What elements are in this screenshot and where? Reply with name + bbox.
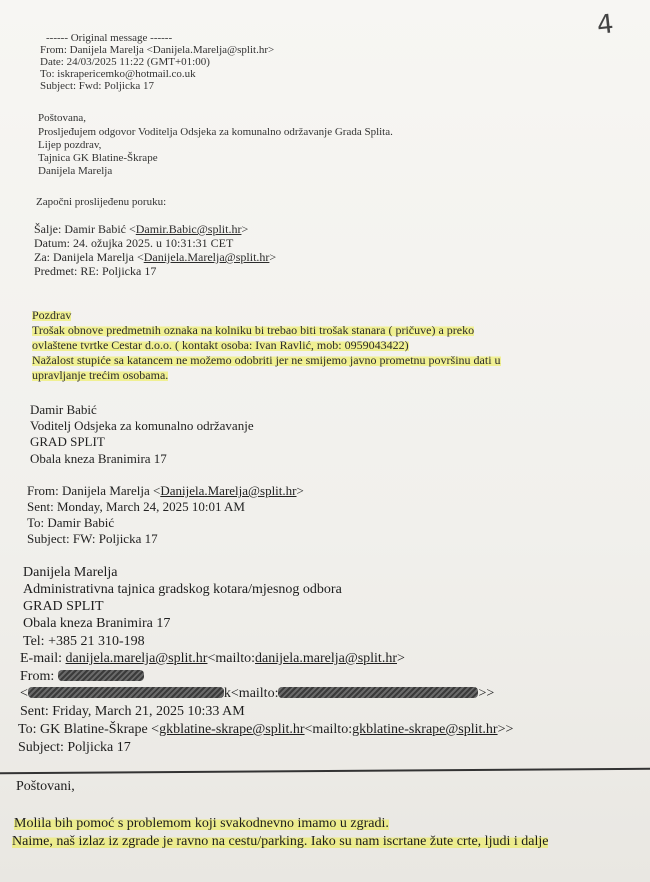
forward-note-line: Danijela Marelja (38, 165, 113, 177)
signature-line: Damir Babić (30, 402, 97, 417)
signature-name: Danijela Marelja (23, 565, 118, 580)
reply-body-line: upravljanje trećim osobama. (32, 368, 169, 382)
forwarded-subject-line: Predmet: RE: Poljicka 17 (34, 264, 157, 278)
signature-title: Administrativna tajnica gradskog kotara/mjesnog odbora (23, 582, 342, 597)
orig-sent-line: Sent: Friday, March 21, 2025 10:33 AM (20, 704, 245, 719)
orig-from-line: From: (20, 669, 144, 685)
separator-line (0, 768, 650, 775)
signature-tel: Tel: +385 21 310-198 (23, 634, 145, 649)
forwarded-to-line: Za: Danijela Marelja <Danijela.Marelja@split.hr> (34, 250, 277, 264)
signature-org: GRAD SPLIT (23, 599, 104, 614)
email-link[interactable]: Damir.Babic@split.hr (135, 222, 242, 236)
email-link[interactable]: danijela.marelja@split.hr (65, 651, 208, 666)
forward-note-line: Prosljeđujem odgovor Voditelja Odsjeka za komunalno održavanje Grada Splita. (38, 126, 393, 138)
reply-body-line: ovlaštene tvrtke Cestar d.o.o. ( kontakt osoba: Ivan Ravlić, mob: 0959043422) (32, 338, 409, 352)
orig-to-line: To: GK Blatine-Škrape <gkblatine-skrape@split.hr<mailto:gkblatine-skrape@split.hr>> (18, 722, 514, 737)
forwarded-from-line: Šalje: Damir Babić <Damir.Babic@split.hr> (34, 222, 249, 236)
mailto-link[interactable]: danijela.marelja@split.hr (255, 651, 397, 666)
original-date-line: Date: 24/03/2025 11:22 (GMT+01:00) (40, 56, 210, 68)
fw-to-line: To: Damir Babić (27, 515, 115, 530)
forwarded-date-line: Datum: 24. ožujka 2025. u 10:31:31 CET (34, 236, 234, 250)
original-body-greeting: Poštovani, (16, 779, 75, 794)
signature-email-line: E-mail: danijela.marelja@split.hr<mailto:danijela.marelja@split.hr> (20, 651, 405, 666)
redaction-scribble (278, 687, 478, 698)
email-link[interactable]: gkblatine-skrape@split.hr (159, 722, 305, 737)
signature-address: Obala kneza Branimira 17 (23, 616, 171, 631)
signature-line: Voditelj Odsjeka za komunalno održavanje (30, 418, 254, 433)
original-to-line: To: iskrapericemko@hotmail.co.uk (40, 68, 196, 80)
reply-body-line: Nažalost stupiće sa katancem ne možemo odobriti jer ne smijemo javno prometnu površinu dati u (32, 353, 501, 367)
mailto-link[interactable]: gkblatine-skrape@split.hr (352, 722, 498, 737)
original-body-line: Molila bih pomoć s problemom koji svakodnevno imamo u zgradi. (14, 816, 389, 831)
email-link[interactable]: Danijela.Marelja@split.hr (143, 250, 270, 264)
forward-note-line: Lijep pozdrav, (38, 139, 102, 151)
handwritten-page-number: 4 (595, 9, 616, 41)
reply-body-line: Trošak obnove predmetnih oznaka na kolniku bi trebao biti trošak stanara ( pričuve) a preko (32, 323, 475, 337)
fw-from-line: From: Danijela Marelja <Danijela.Marelja@split.hr> (27, 483, 304, 498)
original-subject-line: Subject: Fwd: Poljicka 17 (40, 80, 154, 92)
forward-note-line: Tajnica GK Blatine-Škrape (38, 152, 158, 164)
email-link[interactable]: Danijela.Marelja@split.hr (160, 483, 297, 498)
fw-subject-line: Subject: FW: Poljicka 17 (27, 531, 158, 546)
forward-intro: Započni proslijeđenu poruku: (36, 196, 167, 208)
orig-from-address-line: < k<mailto: >> (20, 686, 495, 701)
redaction-scribble (28, 687, 224, 698)
signature-line: GRAD SPLIT (30, 434, 105, 449)
forward-note-line: Poštovana, (38, 112, 86, 124)
fw-sent-line: Sent: Monday, March 24, 2025 10:01 AM (27, 499, 245, 514)
original-body-line: Naime, naš izlaz iz zgrade je ravno na cestu/parking. Iako su nam iscrtane žute crte, ljudi i dalje (12, 834, 549, 849)
original-message-header: ------ Original message ------ (46, 32, 173, 44)
reply-greeting: Pozdrav (32, 308, 72, 322)
redaction-scribble (58, 670, 144, 681)
orig-subject-line: Subject: Poljicka 17 (18, 740, 131, 755)
original-from-line: From: Danijela Marelja <Danijela.Marelja@split.hr> (40, 44, 275, 56)
signature-line: Obala kneza Branimira 17 (30, 451, 167, 466)
